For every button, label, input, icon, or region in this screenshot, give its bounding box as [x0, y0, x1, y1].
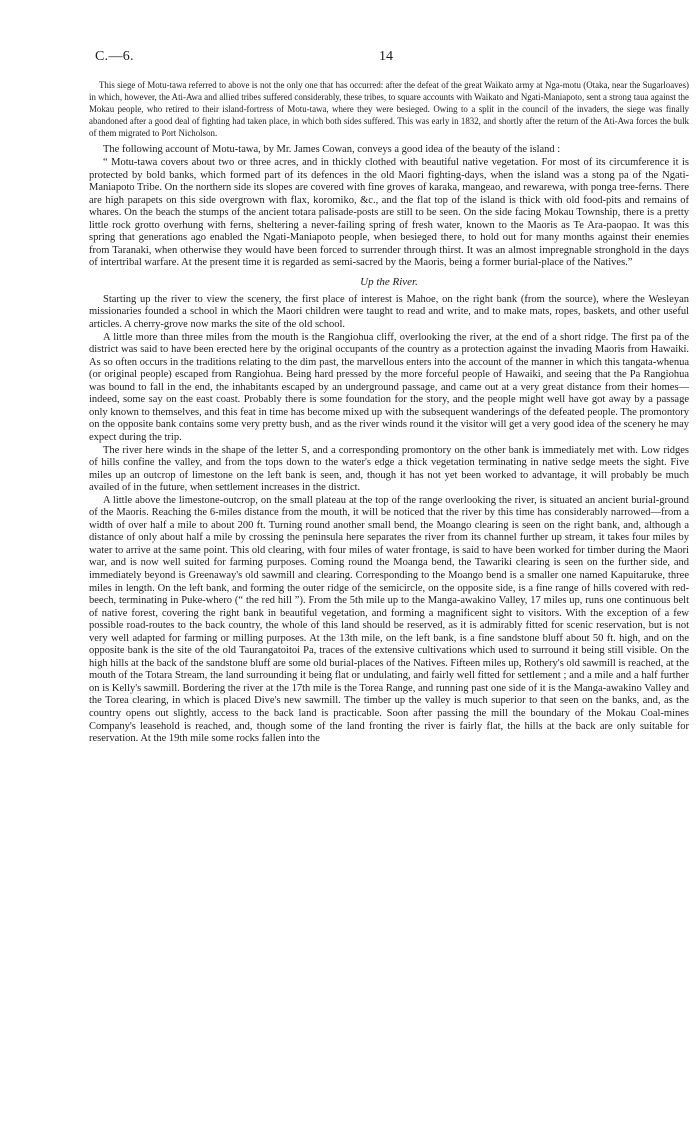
- note-paragraph: This siege of Motu-tawa referred to above is not the only one that has occurred: after the defeat of the great Waikato army at Nga-motu (Otaka, near the Sugarloaves) in which, however, the Ati-Awa and allied tribes suffered considerably, these tribes, to square accounts with Waikato and Ngati-Maniapoto, sent a strong taua against the Mokau people, who retired to their island-fortress of Motu-tawa, where they were besieged. Owing to a split in the council of the invaders, the siege was finally abandoned after a good deal of fighting had taken place, in which both sides suffered. This was early in 1832, and shortly after the return of the Ati-Awa forces the bulk of them migrated to Port Nicholson.: [89, 80, 689, 139]
- page-number: 14: [379, 49, 393, 64]
- body-paragraph-mahoe: Starting up the river to view the scenery, the first place of interest is Mahoe, on the right bank (from the source), where the Wesleyan missionaries founded a school in which the Maori children were taught to read and write, and to make mats, ropes, baskets, and other useful articles. A cherry-grove now marks the site of the old school.: [89, 293, 689, 331]
- page-header: [37, 0, 663, 64]
- intro-paragraph: The following account of Motu-tawa, by Mr. James Cowan, conveys a good idea of the beauty of the island :: [103, 144, 561, 156]
- document-code: C.—6.: [95, 49, 134, 64]
- main-text: [89, 144, 689, 745]
- body-paragraph-rangiohua: A little more than three miles from the mouth is the Rangiohua cliff, overlooking the river, at the end of a short ridge. The first pa of the district was said to have been erected here by the original occupants of the country as a protection against the invading Maoris from Hawaiki. As so often occurs in the traditions relating to the dim past, the marvellous enters into the account of the manner in which this tangata-whenua (or original people) escaped from Rangiohua. Being hard pressed by the more forceful people of Hawaiki, and seeing that the Pa Rangiohua was bound to fall in the end, the inhabitants escaped by an underground passage, and came out at a very great distance from their homes—indeed, some say on the east coast. Probably there is some foundation for the story, and the people might well have got away by a passage only known to themselves, and this feat in time has become mixed up with the subsequent wanderings of the defeated people. The promontory on the opposite bank contains some very pretty bush, and as the river winds round it the visitor will get a very good idea of the scenery he may expect during the trip.: [89, 331, 689, 443]
- section-heading: Up the River.: [360, 275, 418, 288]
- quoted-paragraph: “ Motu-tawa covers about two or three acres, and in thickly clothed with beautiful native vegetation. For most of its circumference it is protected by bold banks, which formed part of its defences in the old Maori fighting-days, when the island was a stong pa of the Ngati-Maniapoto Tribe. On the northern side its slopes are covered with fine groves of karaka, mangeao, and rewarewa, with ponga tree-ferns. There are high parapets on this side overgrown with flax, koromiko, &c., and the flat top of the island is thick with old food-pits and remains of whares. On the beach the stumps of the ancient totara palisade-posts are still to be seen. On the side facing Mokau Township, there is a pretty little rock grotto overhung with ferns, sheltering a never-failing spring of fresh water, known to the Maoris as Te Ara-paopao. It was this spring that generations ago enabled the Ngati-Maniapoto people, when besieged there, to hold out for many months against their enemies from Taranaki, when otherwise they would have been forced to surrender through thirst. It was an almost impregnable stronghold in the days of intertribal warfare. At the present time it is regarded as semi-sacred by the Maoris, being a former burial-place of the Natives.”: [89, 157, 689, 269]
- body-paragraph-burial-ground: A little above the limestone-outcrop, on the small plateau at the top of the range overlooking the river, is situated an ancient burial-ground of the Maoris. Reaching the 6-miles distance from the mouth, it will be noticed that the river by this time has considerably narrowed—from a width of over half a mile to about 200 ft. Turning round another small bend, the Moango clearing is seen on the right bank, and, although a distance of only about half a mile by crossing the peninsula here separates the river from its channel further up stream, it takes four miles by water to arrive at the same point. This old clearing, with four miles of water frontage, is said to have been worked for timber during the Maori war, and is now well suited for farming purposes. Coming round the Moanga bend, the Tawariki clearing is seen on the further side, and immediately beyond is Greenaway's old sawmill and clearing. Corresponding to the Moango bend is a smaller one named Kapuitaruke, three miles in length. On the left bank, and forming the outer ridge of the semicircle, on the opposite side, is a fine range of hills covered with red-beech, terminating in Puke-whero (“ the red hill ”). From the 5th mile up to the Manga-awakino Valley, 17 miles up, runs one continuous belt of native forest, covering the right bank in beautiful vegetation, and forming a magnificent sight to visitors. With the exception of a few possible road-routes to the back country, the whole of this land should be reserved, as it is admirably fitted for scenic reservation, but is not very well adapted for farming or milling purposes. At the 13th mile, on the left bank, is a fine sandstone bluff about 50 ft. high, and on the opposite bank is the site of the old Taurangatoitoi Pa, traces of the extensive cultivations which used to surround it being still visible. On the high hills at the back of the sandstone bluff are some old burial-places of the Natives. Fifteen miles up, Rothery's old sawmill is reached, at the mouth of the Totara Stream, the land surrounding it being flat or undulating, and fairly well fitted for settlement ; and a mile and a half further on is Kelly's sawmill. Bordering the river at the 17th mile is the Torea Range, and running past one side of it is the Manga-awakino Valley and the Torea clearing, in which is placed Dive's new sawmill. The timber up the valley is much superior to that seen on the banks, and, as the country opens out slightly, access to the back land is practicable. Soon after passing the mill the boundary of the Mokau Coal-mines Company's leasehold is reached, and, though some of the land fronting the river is fairly flat, the hills at the back are only suitable for reservation. At the 19th mile some rocks fallen into the: [89, 494, 689, 745]
- body-paragraph-letter-s: The river here winds in the shape of the letter S, and a corresponding promontory on the other bank is immediately met with. Low ridges of hills confine the valley, and from the tops down to the water's edge a thick vegetation terminating in native sedge meets the sight. Five miles up an outcrop of limestone on the left bank is seen, and, though it has not yet been worked to advantage, it will probably be much availed of in the future, when settlement increases in the district.: [89, 444, 689, 494]
